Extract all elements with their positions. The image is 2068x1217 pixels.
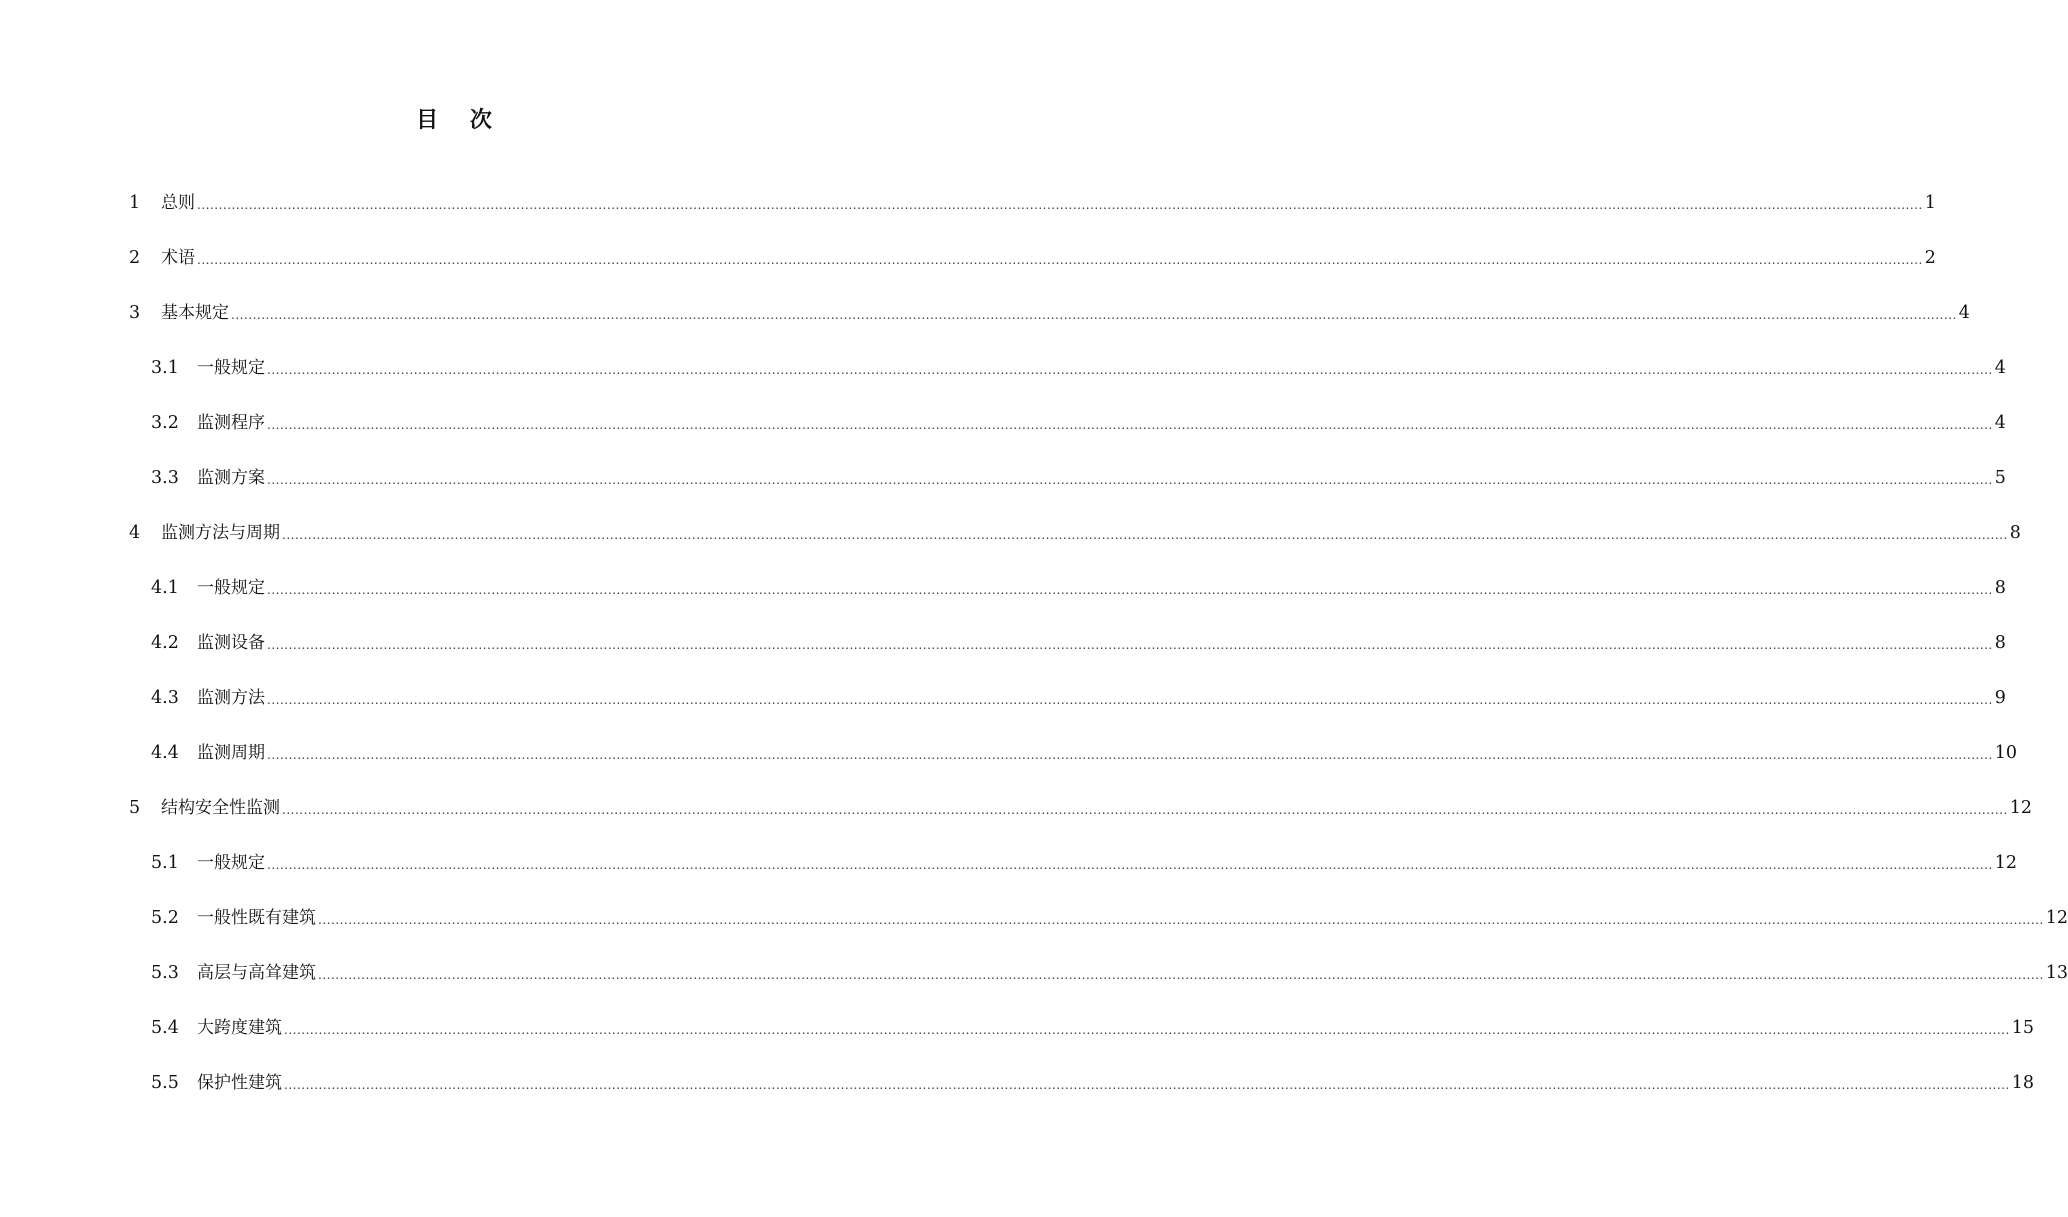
toc-entry[interactable]	[0, 793, 2033, 848]
toc-entry-label: 一般规定	[197, 358, 265, 378]
toc-entry-page-number: 10	[1994, 743, 2018, 763]
toc-entry[interactable]	[0, 408, 2006, 463]
toc-entry[interactable]	[0, 903, 2068, 958]
toc-entry[interactable]	[0, 463, 2006, 518]
toc-dot-leader: ................................................................................................................................................................................................................................................................................................................................................................................................................	[231, 308, 1957, 322]
toc-dot-leader: ................................................................................................................................................................................................................................................................................................................................................................................................................	[267, 858, 1993, 872]
toc-entry-number: 4	[129, 523, 141, 543]
toc-entry-number: 4.3	[151, 688, 179, 708]
toc-entry-label: 结构安全性监测	[161, 798, 280, 818]
toc-entry[interactable]	[0, 518, 2021, 573]
toc-entry-page-number: 4	[1994, 358, 2006, 378]
toc-entry-number: 4.2	[151, 633, 179, 653]
toc-entry-page-number: 1	[1924, 193, 1936, 213]
toc-entry-page-number: 12	[1994, 853, 2018, 873]
toc-entry[interactable]	[0, 848, 2018, 903]
toc-entry-number: 2	[129, 248, 141, 268]
toc-entry-label: 监测方案	[197, 468, 265, 488]
toc-dot-leader: ................................................................................................................................................................................................................................................................................................................................................................................................................	[197, 253, 1923, 267]
toc-entry[interactable]	[0, 573, 2006, 628]
toc-entry[interactable]	[0, 353, 2006, 408]
toc-entry-page-number: 12	[2009, 798, 2033, 818]
toc-entry-page-number: 8	[2009, 523, 2021, 543]
toc-entry-label: 基本规定	[161, 303, 229, 323]
toc-list	[0, 188, 2068, 1123]
toc-entry[interactable]	[0, 188, 1936, 243]
toc-entry-number: 4.1	[151, 578, 179, 598]
toc-dot-leader: ................................................................................................................................................................................................................................................................................................................................................................................................................	[267, 748, 1993, 762]
toc-title: 目 次	[416, 108, 504, 133]
toc-entry-number: 3.3	[151, 468, 179, 488]
toc-dot-leader: ................................................................................................................................................................................................................................................................................................................................................................................................................	[282, 528, 2008, 542]
toc-dot-leader: ................................................................................................................................................................................................................................................................................................................................................................................................................	[282, 803, 2008, 817]
toc-dot-leader: ................................................................................................................................................................................................................................................................................................................................................................................................................	[284, 1023, 2010, 1037]
toc-entry-page-number: 18	[2011, 1073, 2035, 1093]
toc-entry[interactable]	[0, 628, 2006, 683]
toc-entry-label: 总则	[161, 193, 195, 213]
toc-entry[interactable]	[0, 298, 1970, 353]
toc-entry-label: 一般规定	[197, 578, 265, 598]
toc-entry-label: 一般规定	[197, 853, 265, 873]
toc-entry-label: 监测方法	[197, 688, 265, 708]
toc-entry-page-number: 4	[1958, 303, 1970, 323]
toc-entry[interactable]	[0, 1068, 2035, 1123]
toc-entry-label: 监测方法与周期	[161, 523, 280, 543]
toc-entry-number: 1	[129, 193, 141, 213]
toc-entry-number: 4.4	[151, 743, 179, 763]
toc-dot-leader: ................................................................................................................................................................................................................................................................................................................................................................................................................	[267, 418, 1993, 432]
toc-entry-number: 5.5	[151, 1073, 179, 1093]
toc-entry-label: 大跨度建筑	[197, 1018, 282, 1038]
toc-dot-leader: ................................................................................................................................................................................................................................................................................................................................................................................................................	[284, 1078, 2010, 1092]
toc-dot-leader: ................................................................................................................................................................................................................................................................................................................................................................................................................	[267, 693, 1993, 707]
toc-entry[interactable]	[0, 243, 1936, 298]
toc-dot-leader: ................................................................................................................................................................................................................................................................................................................................................................................................................	[267, 583, 1993, 597]
toc-entry[interactable]	[0, 958, 2068, 1013]
toc-entry-page-number: 8	[1994, 578, 2006, 598]
toc-dot-leader: ................................................................................................................................................................................................................................................................................................................................................................................................................	[318, 913, 2044, 927]
toc-entry-number: 5.1	[151, 853, 179, 873]
toc-entry-page-number: 12	[2045, 908, 2068, 928]
toc-entry-label: 监测周期	[197, 743, 265, 763]
toc-dot-leader: ................................................................................................................................................................................................................................................................................................................................................................................................................	[197, 198, 1923, 212]
toc-entry-number: 5.4	[151, 1018, 179, 1038]
toc-dot-leader: ................................................................................................................................................................................................................................................................................................................................................................................................................	[318, 968, 2044, 982]
toc-entry-page-number: 8	[1994, 633, 2006, 653]
toc-entry-label: 一般性既有建筑	[197, 908, 316, 928]
toc-entry-label: 高层与高耸建筑	[197, 963, 316, 983]
toc-entry-number: 3.2	[151, 413, 179, 433]
toc-entry-number: 5.2	[151, 908, 179, 928]
toc-entry-page-number: 4	[1994, 413, 2006, 433]
toc-entry-number: 5	[129, 798, 141, 818]
toc-entry[interactable]	[0, 1013, 2035, 1068]
toc-entry-number: 3.1	[151, 358, 179, 378]
toc-entry-page-number: 2	[1924, 248, 1936, 268]
toc-entry-page-number: 9	[1994, 688, 2006, 708]
toc-entry-label: 保护性建筑	[197, 1073, 282, 1093]
toc-entry-number: 3	[129, 303, 141, 323]
toc-entry-page-number: 5	[1994, 468, 2006, 488]
toc-entry-label: 监测设备	[197, 633, 265, 653]
toc-entry-page-number: 13	[2045, 963, 2068, 983]
toc-entry[interactable]	[0, 738, 2018, 793]
toc-entry[interactable]	[0, 683, 2006, 738]
toc-entry-page-number: 15	[2011, 1018, 2035, 1038]
toc-entry-label: 术语	[161, 248, 195, 268]
toc-dot-leader: ................................................................................................................................................................................................................................................................................................................................................................................................................	[267, 473, 1993, 487]
toc-dot-leader: ................................................................................................................................................................................................................................................................................................................................................................................................................	[267, 638, 1993, 652]
toc-dot-leader: ................................................................................................................................................................................................................................................................................................................................................................................................................	[267, 363, 1993, 377]
toc-entry-number: 5.3	[151, 963, 179, 983]
toc-entry-label: 监测程序	[197, 413, 265, 433]
